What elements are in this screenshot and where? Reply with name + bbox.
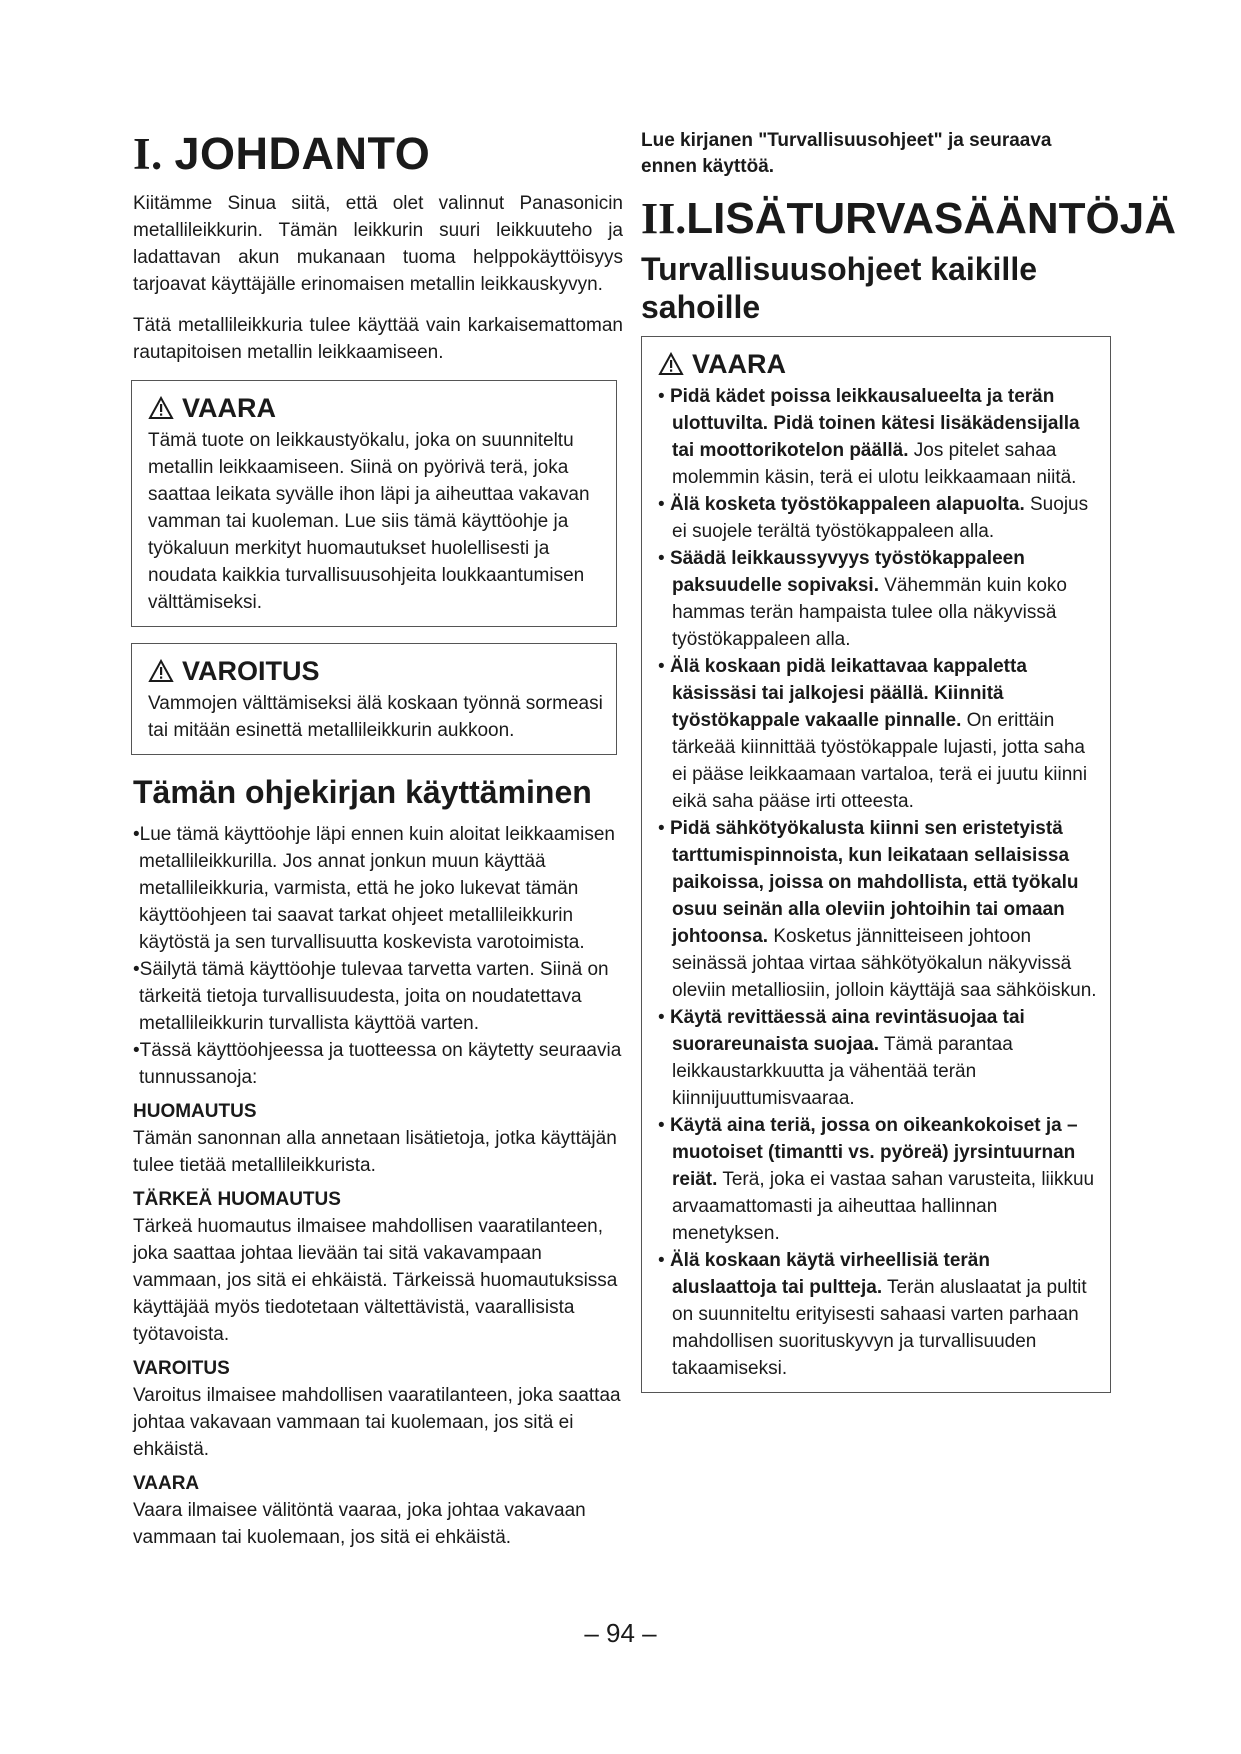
note-label: VAARA <box>133 1473 200 1494</box>
section-title-johdanto <box>133 128 623 180</box>
danger-box-text: Tämä tuote on leikkaustyökalu, joka on suunniteltu metallin leikkaamiseen. Siinä on pyörivä terä, joka saattaa leikata syvälle ihon läpi ja aiheuttaa vakavan vamman tai kuoleman. Lue siis tämä käyttöohje ja työkaluun merkityt huomautukset huolellisesti ja noudata kaikkia turvallisuusohjeita loukkaantumisen välttämiseksi. <box>148 430 590 613</box>
warning-box <box>131 643 617 755</box>
danger-box <box>131 380 617 627</box>
safety-item: • Älä kosketa työstökappaleen alapuolta. Suojus ei suojele terältä työstökappaleen alla. <box>658 494 1089 542</box>
bullet-item: •Lue tämä käyttöohje läpi ennen kuin aloitat leikkaamisen metallileikkurilla. Jos annat jonkun muun käyttää metallileikkuria, varmista, että he joko lukevat tämän käyttöohjeen tai saavat tarkat ohjeet metallileikkurin käytöstä ja sen turvallisuutta koskevista varotoimista. <box>133 824 615 953</box>
safety-item: • Käytä revittäessä aina revintäsuojaa tai suorareunaista suojaa. Tämä parantaa leikkaustarkkuutta ja vähentää terän kiinnijuuttumisvaaraa. <box>658 1007 1025 1109</box>
safety-item: • Älä koskaan pidä leikattavaa kappaletta käsissäsi tai jalkojesi päällä. Kiinnitä työstökappale vakaalle pinnalle. On erittäin tärkeää kiinnittää työstökappale lujasti, jotta saha ei pääse leikkaamaan vartaloa, terä ei juutu kiinni eikä saha pääse irti otteesta. <box>658 656 1088 812</box>
warning-box-title: VAROITUS <box>148 654 604 688</box>
bullet-item: •Tässä käyttöohjeessa ja tuotteessa on käytetty seuraavia tunnussanoja: <box>133 1040 622 1088</box>
safety-rules-box <box>641 336 1111 1393</box>
note-text: Tämän sanonnan alla annetaan lisätietoja, jotka käyttäjän tulee tietää metallileikkurista. <box>133 1128 617 1176</box>
safety-item: • Älä koskaan käytä virheellisiä terän aluslaattoja tai pultteja. Terän aluslaatat ja pultit on suunniteltu erityisesti sahaasi varten parhaan mahdollisen suorituskyvyn ja turvallisuuden takaamiseksi. <box>658 1250 1087 1379</box>
safety-item: • Pidä sähkötyökalusta kiinni sen eristetyistä tarttumispinnoista, kun leikataan sellaisissa paikoissa, joissa on mahdollista, että työkalu osuu seinän alla oleviin johtoihin tai omaan johtoonsa. Kosketus jännitteiseen johtoon seinässä johtaa virtaa sähkötyökalun näkyvissä oleviin metalliosiin, jolloin käyttäjä saa sähköiskun. <box>658 818 1097 1001</box>
left-column <box>133 128 623 1551</box>
page-number: – 94 – <box>584 1618 657 1648</box>
note-label: VAROITUS <box>133 1358 230 1379</box>
bullet-item: •Säilytä tämä käyttöohje tulevaa tarvetta varten. Siinä on tärkeitä tietoja turvallisuudesta, joita on noudatettava metallileikkurin turvallista käyttöä varten. <box>133 959 609 1034</box>
warning-box-text: Vammojen välttämiseksi älä koskaan työnnä sormeasi tai mitään esinettä metallileikkurin aukkoon. <box>148 693 603 741</box>
section-title-lisaturvasaantoja: II.LISÄTURVASÄÄNTÖJÄ <box>641 194 1176 243</box>
warning-triangle-icon <box>658 352 684 376</box>
title-text: JOHDANTO <box>174 128 431 179</box>
section-title-manual-use: Tämän ohjekirjan käyttäminen <box>133 774 592 810</box>
intro-paragraph-1: Kiitämme Sinua siitä, että olet valinnut Panasonicin metallileikkurin. Tämän leikkurin suuri leikkuuteho ja ladattavan akun mukanaan tuoma helppokäyttöisyys tarjoavat käyttäjälle erinomaisen metallin leikkauskyvyn. <box>133 193 623 295</box>
note-label: HUOMAUTUS <box>133 1101 257 1122</box>
danger-box-title: VAARA <box>148 391 604 425</box>
note-label: TÄRKEÄ HUOMAUTUS <box>133 1189 341 1210</box>
warning-triangle-icon <box>148 659 174 683</box>
safety-item: • Säädä leikkaussyvyys työstökappaleen paksuudelle sopivaksi. Vähemmän kuin koko hammas terän hampaista tulee olla näkyvissä työstökappaleen alla. <box>658 548 1067 650</box>
right-column <box>641 128 1176 1407</box>
subtitle-all-saws: Turvallisuusohjeet kaikille sahoille <box>641 251 1037 325</box>
safety-item: • Käytä aina teriä, jossa on oikeankokoiset ja –muotoiset (timantti vs. pyöreä) jyrsintuurnan reiät. Terä, joka ei vastaa sahan varusteita, liikkuu arvaamattomasti ja aiheuttaa hallinnan menetyksen. <box>658 1115 1095 1244</box>
note-text: Tärkeä huomautus ilmaisee mahdollisen vaaratilanteen, joka saattaa johtaa lievään tai sitä vakavampaan vammaan, jos sitä ei ehkäistä. Tärkeissä huomautuksissa käyttäjää myös tiedotetaan vältettävistä, vaarallisista työtavoista. <box>133 1216 618 1345</box>
safety-item: • Pidä kädet poissa leikkausalueelta ja terän ulottuvilta. Pidä toinen kätesi lisäkädensijalla tai moottorikotelon päällä. Jos pitelet sahaa molemmin käsin, terä ei ulotu leikkaamaan niitä. <box>658 386 1080 488</box>
safety-box-title: VAARA <box>658 347 1098 381</box>
note-text: Vaara ilmaisee välitöntä vaaraa, joka johtaa vakavaan vammaan tai kuolemaan, jos sitä ei ehkäistä. <box>133 1500 586 1548</box>
intro-paragraph-2: Tätä metallileikkuria tulee käyttää vain karkaisemattoman rautapitoisen metallin leikkaamiseen. <box>133 315 623 363</box>
warning-triangle-icon <box>148 396 174 420</box>
title-numeral: I. <box>133 129 163 179</box>
read-booklet-note: Lue kirjanen "Turvallisuusohjeet" ja seuraava ennen käyttöä. <box>641 130 1052 177</box>
note-text: Varoitus ilmaisee mahdollisen vaaratilanteen, joka saattaa johtaa vakavaan vammaan tai kuolemaan, jos sitä ei ehkäistä. <box>133 1385 621 1460</box>
